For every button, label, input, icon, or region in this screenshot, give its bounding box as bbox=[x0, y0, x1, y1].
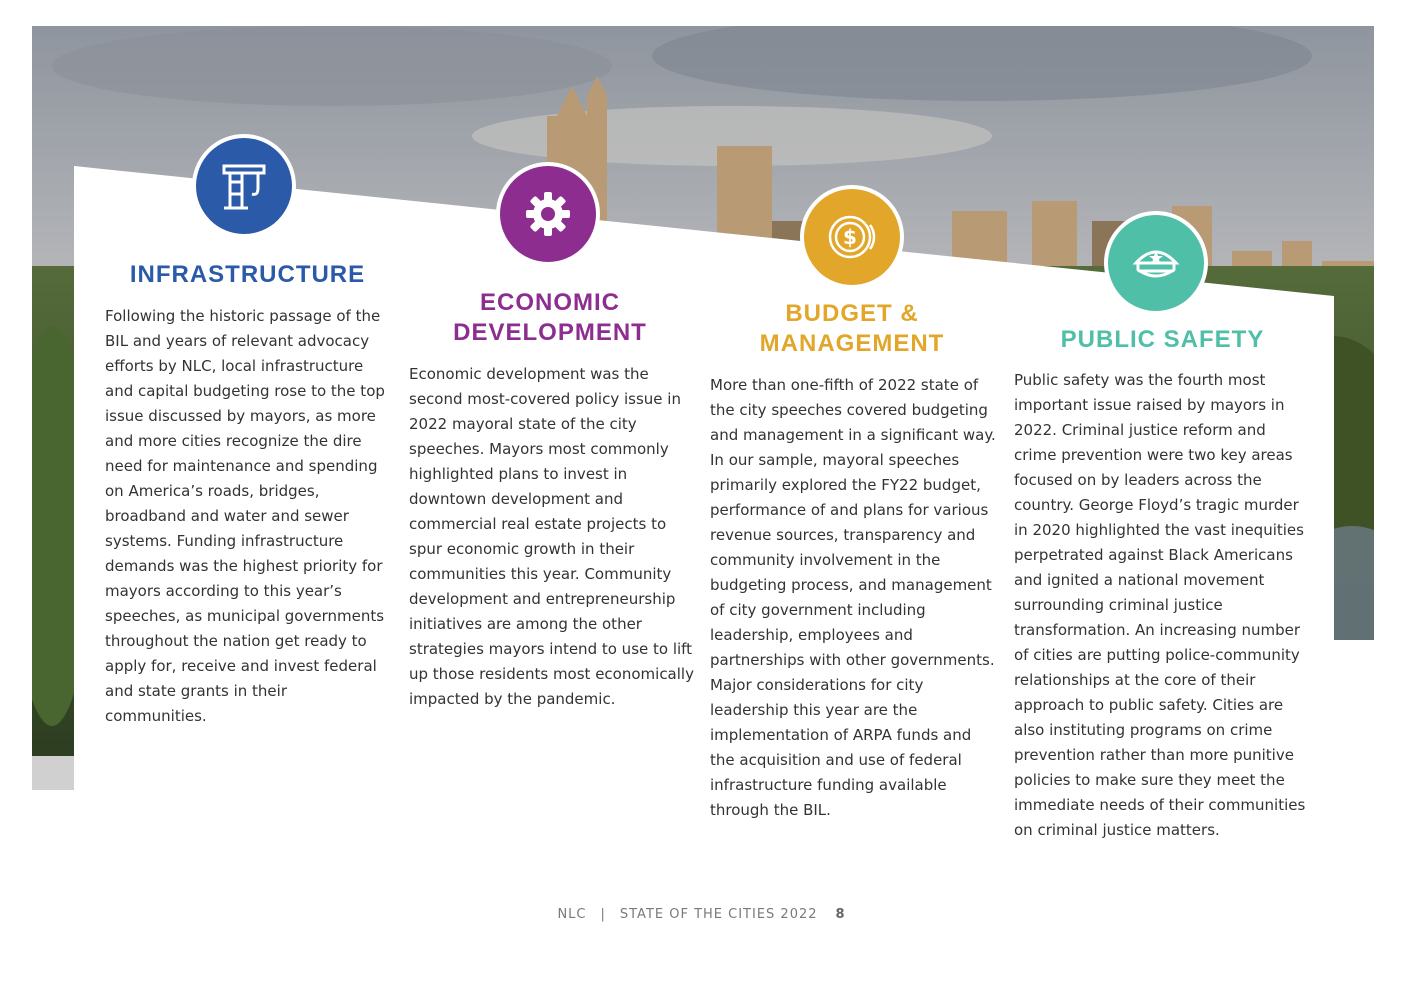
infrastructure-icon-badge bbox=[192, 134, 296, 238]
dollar-coin-icon bbox=[822, 207, 882, 267]
section-body-public-safety: Public safety was the fourth most important issue raised by mayors in 2022. Criminal justice reform and crime prevention were two key areas focused on by leaders across the country. George Floyd’s tragic murder in 2020 highlighted the vast inequities perpetrated against Black Americans and ignited a national movement surrounding criminal justice transformation. An increasing number of cities are putting police-community relationships at the core of their approach to public safety. Cities are also instituting programs on crime prevention rather than more punitive policies to make sure they meet the immediate needs of their communities on criminal justice matters. bbox=[1014, 371, 1306, 839]
budget-icon-badge bbox=[800, 185, 904, 289]
section-body-infrastructure: Following the historic passage of the BIL and years of relevant advocacy efforts by NLC, local infrastructure and capital budgeting rose to the top issue discussed by mayors, as more and more cities recognize the dire need for maintenance and spending on America’s roads, bridges, broadband and water and sewer systems. Funding infrastructure demands was the highest priority for mayors according to this year’s speeches, as municipal governments throughout the nation get ready to apply for, receive and invest federal and state grants in their communities. bbox=[105, 307, 385, 725]
footer-org: NLC bbox=[557, 907, 587, 922]
police-cap-icon bbox=[1126, 233, 1186, 293]
economic-icon-badge bbox=[496, 162, 600, 266]
section-title-public-safety: PUBLIC SAFETY bbox=[1060, 326, 1265, 353]
footer-separator: | bbox=[600, 907, 606, 922]
page-number: 8 bbox=[835, 907, 846, 922]
footer-publication: STATE OF THE CITIES 2022 bbox=[619, 907, 818, 922]
page-footer bbox=[0, 907, 1403, 922]
section-title-budget-management: BUDGET & MANAGEMENT bbox=[759, 300, 945, 357]
crane-icon bbox=[214, 156, 274, 216]
section-body-budget-management: More than one-fifth of 2022 state of the city speeches covered budgeting and management in a significant way. In our sample, mayoral speeches primarily explored the FY22 budget, performance of and plans for various revenue sources, transparency and community involvement in the budgeting process, and management of city government including leadership, employees and partnerships with other governments. Major considerations for city leadership this year are the implementation of ARPA funds and the acquisition and use of federal infrastructure funding available through the BIL. bbox=[710, 376, 996, 819]
safety-icon-badge bbox=[1104, 211, 1208, 315]
svg-text:$: $ bbox=[843, 225, 857, 249]
section-title-infrastructure: INFRASTRUCTURE bbox=[129, 261, 366, 288]
gear-icon bbox=[518, 184, 578, 244]
section-body-economic-development: Economic development was the second most-covered policy issue in 2022 mayoral state of the city speeches. Mayors most commonly highlighted plans to invest in downtown development and commercial real estate projects to spur economic growth in their communities this year. Community development and entrepreneurship initiatives are among the other strategies mayors intend to use to lift up those residents most economically impacted by the pandemic. bbox=[409, 365, 694, 708]
section-title-economic-development: ECONOMIC DEVELOPMENT bbox=[453, 289, 647, 346]
